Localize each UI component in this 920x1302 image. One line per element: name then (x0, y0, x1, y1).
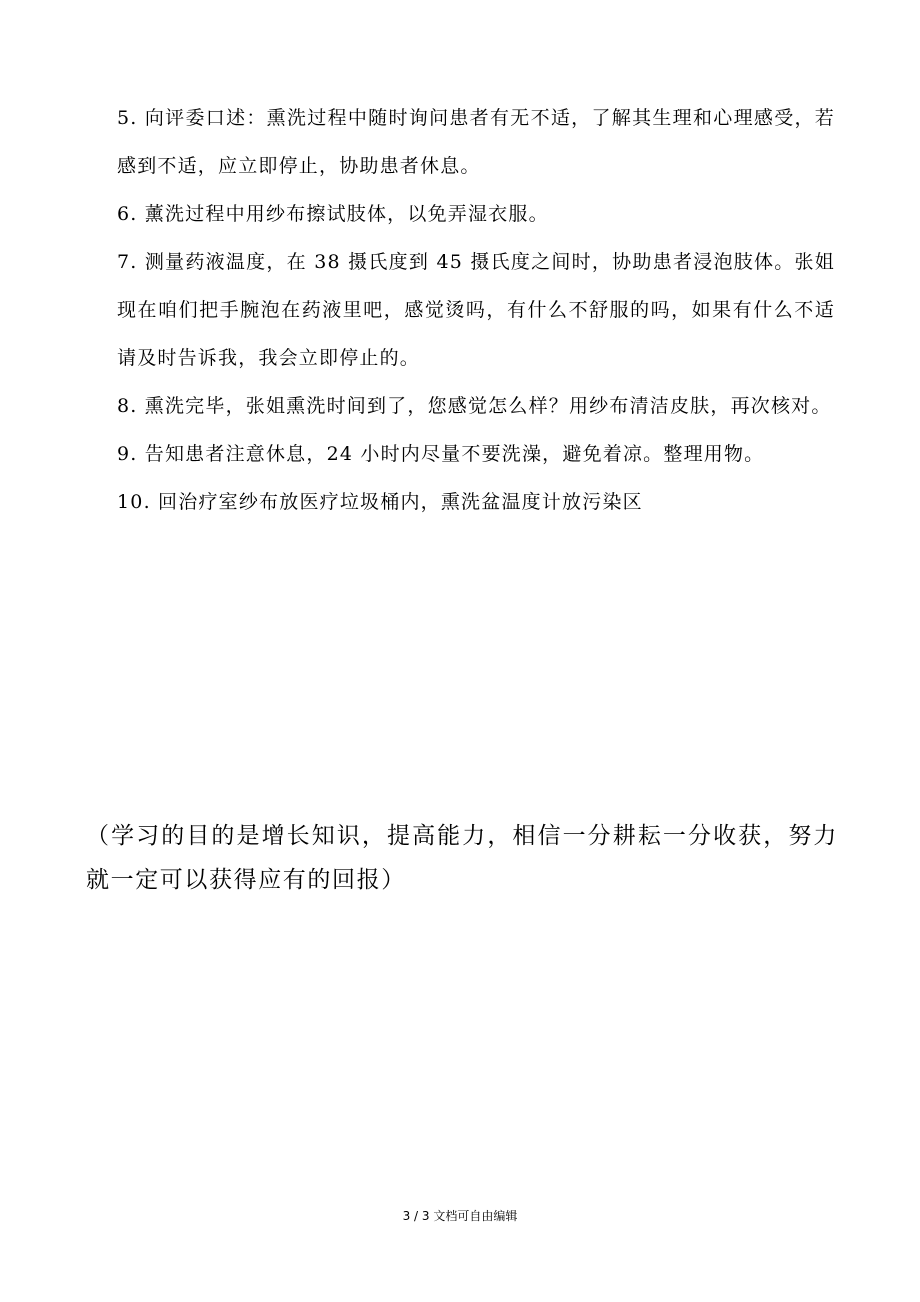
step-6: 6. 薰洗过程中用纱布擦试肢体，以免弄湿衣服。 (117, 203, 549, 225)
procedure-steps (117, 94, 835, 526)
step-10: 10. 回治疗室纱布放医疗垃圾桶内，熏洗盆温度计放污染区 (117, 491, 643, 513)
step-7: 7. 测量药液温度，在 38 摄氏度到 45 摄氏度之间时，协助患者浸泡肢体。张姐现在咱们把手腕泡在药液里吧，感觉烫吗，有什么不舒服的吗，如果有什么不适请及时告诉我，我会立即停止的。 (117, 251, 835, 369)
step-8: 8. 熏洗完毕，张姐熏洗时间到了，您感觉怎么样？用纱布清洁皮肤，再次核对。 (117, 395, 832, 417)
step-5: 5. 向评委口述：熏洗过程中随时询问患者有无不适，了解其生理和心理感受，若感到不适，应立即停止，协助患者休息。 (117, 107, 835, 177)
step-9: 9. 告知患者注意休息，24 小时内尽量不要洗澡，避免着凉。整理用物。 (117, 443, 765, 465)
motto-text: （学习的目的是增长知识，提高能力，相信一分耕耘一分收获，努力就一定可以获得应有的回报） (86, 823, 838, 893)
page-footer: 3 / 3 文档可自由编辑 (402, 1209, 518, 1223)
